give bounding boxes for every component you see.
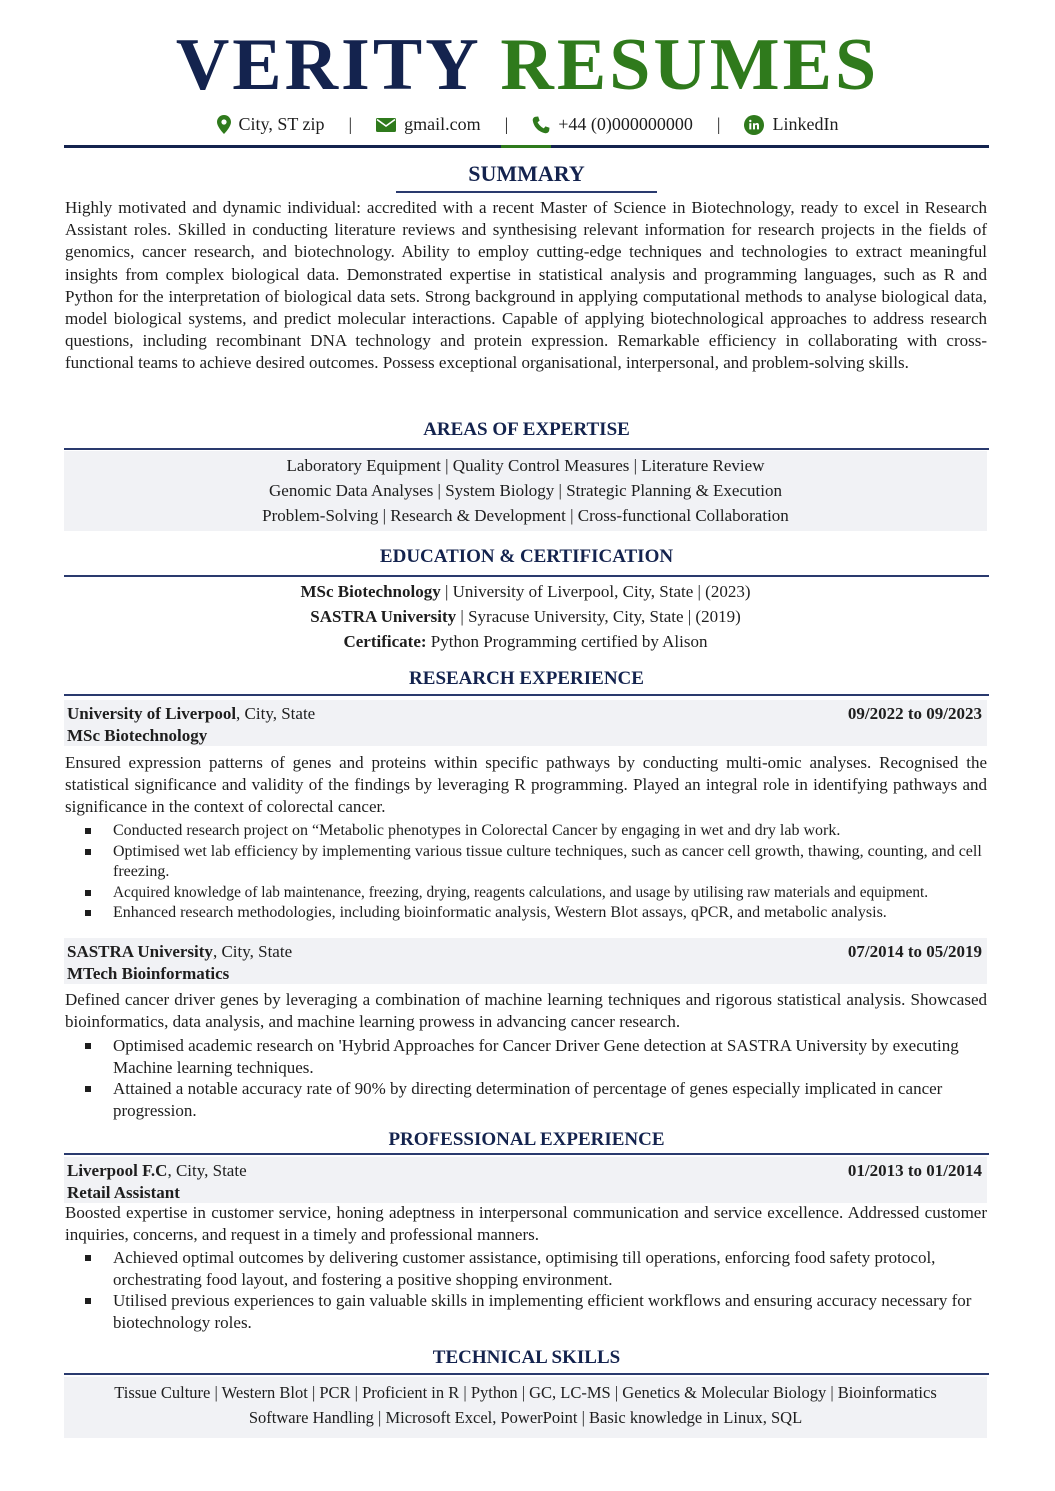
contact-separator: | — [504, 114, 509, 134]
summary-underline — [396, 191, 657, 193]
envelope-icon — [376, 118, 396, 132]
phone-icon — [532, 116, 550, 134]
job-bullets — [85, 1035, 988, 1121]
job-role: MSc Biotechnology — [67, 726, 208, 745]
education-list — [64, 579, 987, 654]
skills-box — [64, 1377, 987, 1438]
certificate-entry: Certificate: Python Programming certified by Alison — [343, 632, 708, 651]
map-pin-icon — [217, 115, 231, 134]
header-divider — [64, 145, 989, 148]
contact-phone[interactable] — [532, 114, 693, 135]
job-summary: Ensured expression patterns of genes and proteins within specific pathways by conducting multi-omic analyses. Recognised the statistical significance and validity of the findings by leveraging R programming. Played an integral role in identifying pathways and significance in the context of colorectal cancer. — [65, 753, 987, 817]
expertise-line: Laboratory Equipment | Quality Control Measures | Literature Review — [286, 456, 765, 475]
skills-line: Tissue Culture | Western Blot | PCR | Proficient in R | Python | GC, LC-MS | Genetics & Molecular Biology | Bioinformatics — [114, 1383, 937, 1402]
job-dates: 09/2022 to 09/2023 — [847, 704, 982, 723]
skills-divider — [64, 1373, 989, 1375]
contact-location — [217, 114, 325, 135]
contact-separator: | — [348, 114, 353, 134]
expertise-line: Problem-Solving | Research & Development | Cross-functional Collaboration — [262, 506, 789, 525]
job-organization: University of Liverpool, City, State — [67, 704, 316, 723]
candidate-name — [0, 0, 1055, 106]
job-bullets — [85, 1247, 988, 1333]
job-dates: 07/2014 to 05/2019 — [847, 942, 982, 961]
expertise-heading: AREAS OF EXPERTISE — [423, 419, 630, 440]
bullet-item: Conducted research project on “Metabolic phenotypes in Colorectal Cancer by engaging in wet and dry lab work. — [85, 821, 988, 842]
summary-text: Highly motivated and dynamic individual: accredited with a recent Master of Science in Biotechnology, ready to excel in Research Assistant roles. Skilled in conducting literature reviews and synthesising relevant information for research projects in the fields of genomics, cancer research, and biotechnology. Ability to employ cutting-edge techniques and technologies to extract meaningful insights from complex biological data. Demonstrated expertise in statistical analysis and programming languages, such as R and Python for the interpretation of biological data sets. Strong background in applying computational methods to analyse biological data, model biological systems, and predict molecular interactions. Capable of applying biotechnological approaches to address research questions, including recombinant DNA technology and protein expression. Remarkable efficiency in collaborating with cross-functional teams to achieve desired outcomes. Possess exceptional organisational, interpersonal, and problem-solving skills. — [65, 198, 987, 373]
contact-linkedin[interactable] — [744, 114, 838, 135]
job-header — [64, 1157, 987, 1203]
skills-heading: TECHNICAL SKILLS — [432, 1347, 621, 1368]
name-first: VERITY — [175, 24, 479, 106]
bullet-item: Achieved optimal outcomes by delivering customer assistance, optimising till operations, enforcing food safety protocol, orchestrating food layout, and fostering a positive shopping environment. — [85, 1247, 988, 1290]
job-summary: Defined cancer driver genes by leveraging a combination of machine learning techniques and rigorous statistical analysis. Showcased bioinformatics, data analysis, and machine learning prowess in advancing cancer research. — [65, 990, 987, 1032]
professional-heading: PROFESSIONAL EXPERIENCE — [388, 1129, 665, 1150]
contact-email[interactable] — [376, 114, 480, 135]
education-entry: SASTRA University | Syracuse University, City, State | (2019) — [310, 607, 741, 626]
job-organization: SASTRA University, City, State — [67, 942, 293, 961]
education-heading: EDUCATION & CERTIFICATION — [379, 546, 674, 567]
job-organization: Liverpool F.C, City, State — [67, 1161, 247, 1180]
summary-heading: SUMMARY — [468, 161, 585, 186]
linkedin-icon — [744, 115, 764, 135]
name-last: RESUMES — [500, 24, 880, 106]
job-summary: Boosted expertise in customer service, honing adeptness in interpersonal communication and service excellence. Addressed customer inquiries, concerns, and request in a timely and professional manners. — [65, 1203, 987, 1245]
contact-separator: | — [716, 114, 721, 134]
education-entry: MSc Biotechnology | University of Liverpool, City, State | (2023) — [300, 582, 751, 601]
job-bullets — [85, 821, 988, 924]
bullet-item: Acquired knowledge of lab maintenance, freezing, drying, reagents calculations, and usage by utilising raw materials and equipment. — [85, 883, 988, 904]
education-divider — [64, 575, 989, 577]
expertise-box — [64, 451, 987, 531]
expertise-line: Genomic Data Analyses | System Biology | Strategic Planning & Execution — [269, 481, 782, 500]
job-role: Retail Assistant — [67, 1183, 180, 1202]
skills-line: Software Handling | Microsoft Excel, PowerPoint | Basic knowledge in Linux, SQL — [248, 1408, 803, 1427]
job-dates: 01/2013 to 01/2014 — [847, 1161, 982, 1180]
job-header — [64, 700, 987, 746]
contact-bar — [0, 114, 1055, 135]
email-text[interactable]: gmail.com — [404, 114, 481, 134]
bullet-item: Optimised wet lab efficiency by implementing various tissue culture techniques, such as cancer cell growth, thawing, counting, and cell freezing. — [85, 842, 988, 883]
research-divider — [64, 694, 989, 696]
job-role: MTech Bioinformatics — [67, 964, 230, 983]
bullet-item: Utilised previous experiences to gain valuable skills in implementing efficient workflows and ensuring accuracy necessary for biotechnology roles. — [85, 1290, 988, 1333]
bullet-item: Enhanced research methodologies, including bioinformatic analysis, Western Blot assays, qPCR, and metabolic analysis. — [85, 903, 988, 924]
bullet-item: Optimised academic research on 'Hybrid Approaches for Cancer Driver Gene detection at SASTRA University by executing Machine learning techniques. — [85, 1035, 988, 1078]
linkedin-text[interactable]: LinkedIn — [772, 114, 839, 134]
phone-text[interactable]: +44 (0)000000000 — [558, 114, 693, 134]
professional-divider — [64, 1153, 989, 1155]
location-text: City, ST zip — [238, 114, 325, 134]
bullet-item: Attained a notable accuracy rate of 90% by directing determination of percentage of genes especially implicated in cancer progression. — [85, 1078, 988, 1121]
research-heading: RESEARCH EXPERIENCE — [409, 668, 644, 689]
expertise-divider — [64, 448, 989, 450]
job-header — [64, 938, 987, 984]
